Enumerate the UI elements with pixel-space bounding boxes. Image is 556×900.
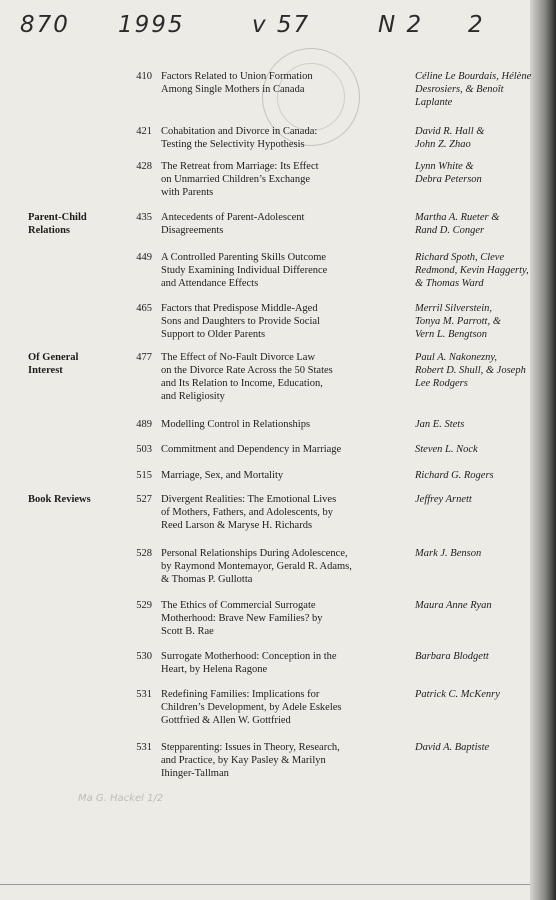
article-authors: [415, 688, 545, 701]
section-heading: [28, 351, 123, 377]
author-line: Barbara Blodgett: [415, 651, 489, 662]
author-line: Desrosiers, & Benoît: [415, 84, 504, 95]
article-title-line: A Controlled Parenting Skills Outcome: [161, 252, 327, 263]
article-title-line: Study Examining Individual Difference: [161, 265, 328, 276]
section-heading-line: Relations: [28, 225, 70, 236]
article-title: [161, 469, 386, 482]
article-title-line: Testing the Selectivity Hypothesis: [161, 139, 305, 150]
author-line: Martha A. Rueter &: [415, 212, 500, 223]
article-authors: [415, 493, 545, 506]
author-line: Redmond, Kevin Haggerty,: [415, 265, 529, 276]
page-number: 410: [136, 71, 152, 82]
article-title-line: Reed Larson & Maryse H. Richards: [161, 520, 313, 531]
handwritten-part: 1995: [118, 12, 185, 38]
section-heading-line: Interest: [28, 365, 63, 376]
article-authors: [415, 469, 545, 482]
article-title: [161, 160, 386, 199]
author-line: Lee Rodgers: [415, 378, 468, 389]
author-line: & Thomas Ward: [415, 278, 484, 289]
article-title-line: Ihinger-Tallman: [161, 768, 229, 779]
article-title-line: and Religiosity: [161, 391, 225, 402]
handwritten-part: v 57: [252, 12, 311, 38]
article-title-line: Commitment and Dependency in Marriage: [161, 444, 342, 455]
author-line: Laplante: [415, 97, 453, 108]
article-title: [161, 688, 386, 727]
handwritten-part: 870: [20, 12, 70, 38]
article-title-line: The Ethics of Commercial Surrogate: [161, 600, 316, 611]
article-title: [161, 443, 386, 456]
author-line: Maura Anne Ryan: [415, 600, 492, 611]
page-number: 428: [136, 161, 152, 172]
article-title-line: Among Single Mothers in Canada: [161, 84, 305, 95]
article-title-line: Personal Relationships During Adolescence,: [161, 548, 348, 559]
article-authors: [415, 418, 545, 431]
author-line: John Z. Zhao: [415, 139, 471, 150]
article-title: [161, 125, 386, 151]
article-title-line: & Thomas P. Gullotta: [161, 574, 253, 585]
page-number: 530: [136, 651, 152, 662]
article-authors: [415, 599, 545, 612]
article-title-line: Antecedents of Parent-Adolescent: [161, 212, 305, 223]
article-title-line: of Mothers, Fathers, and Adolescents, by: [161, 507, 334, 518]
author-line: Jeffrey Arnett: [415, 494, 472, 505]
article-title-line: Redefining Families: Implications for: [161, 689, 320, 700]
article-title-line: Heart, by Helena Ragone: [161, 664, 268, 675]
article-authors: [415, 251, 545, 290]
author-line: Tonya M. Parrott, &: [415, 316, 501, 327]
page-number: 531: [136, 742, 152, 753]
section-heading: [28, 211, 123, 237]
author-line: Richard G. Rogers: [415, 470, 494, 481]
page-number: 449: [136, 252, 152, 263]
section-heading-line: Of General: [28, 352, 79, 363]
author-line: Debra Peterson: [415, 174, 482, 185]
article-authors: [415, 302, 545, 341]
article-title-line: Marriage, Sex, and Mortality: [161, 470, 284, 481]
author-line: Lynn White &: [415, 161, 474, 172]
article-title-line: Surrogate Motherhood: Conception in the: [161, 651, 337, 662]
article-title-line: and Attendance Effects: [161, 278, 259, 289]
page-number: 465: [136, 303, 152, 314]
article-title: [161, 302, 386, 341]
page-number: 527: [136, 494, 152, 505]
page-number: 503: [136, 444, 152, 455]
article-title: [161, 599, 386, 638]
author-line: Patrick C. McKenry: [415, 689, 500, 700]
section-heading: [28, 493, 123, 506]
article-title-line: Sons and Daughters to Provide Social: [161, 316, 320, 327]
section-heading-line: Parent-Child: [28, 212, 87, 223]
page-number: 528: [136, 548, 152, 559]
article-title-line: and Its Relation to Income, Education,: [161, 378, 323, 389]
article-title: [161, 547, 386, 586]
page-number: 515: [136, 470, 152, 481]
article-authors: [415, 351, 545, 390]
author-line: Merril Silverstein,: [415, 303, 492, 314]
author-line: Paul A. Nakonezny,: [415, 352, 498, 363]
author-line: Richard Spoth, Cleve: [415, 252, 505, 263]
author-line: Vern L. Bengtson: [415, 329, 488, 340]
article-title-line: with Parents: [161, 187, 214, 198]
article-title-line: The Retreat from Marriage: Its Effect: [161, 161, 319, 172]
article-title-line: Children’s Development, by Adele Eskeles: [161, 702, 342, 713]
article-title-line: Modelling Control in Relationships: [161, 419, 311, 430]
author-line: David R. Hall &: [415, 126, 485, 137]
article-title: [161, 351, 386, 403]
page-number: 477: [136, 352, 152, 363]
article-title-line: Motherhood: Brave New Families? by: [161, 613, 323, 624]
article-authors: [415, 70, 545, 109]
article-title-line: Divergent Realities: The Emotional Lives: [161, 494, 337, 505]
article-title-line: Support to Older Parents: [161, 329, 266, 340]
article-title: [161, 211, 386, 237]
pencil-note: Ma G. Hackel 1/2: [78, 793, 164, 804]
article-title: [161, 493, 386, 532]
article-title: [161, 741, 386, 780]
page-number: 529: [136, 600, 152, 611]
author-line: Céline Le Bourdais, Hélène: [415, 71, 532, 82]
page-number: 435: [136, 212, 152, 223]
author-line: Mark J. Benson: [415, 548, 482, 559]
article-title-line: Scott B. Rae: [161, 626, 214, 637]
article-title: [161, 251, 386, 290]
bottom-rule: [0, 884, 530, 885]
page-number: 489: [136, 419, 152, 430]
article-authors: [415, 125, 545, 151]
article-authors: [415, 160, 545, 186]
author-line: Rand D. Conger: [415, 225, 485, 236]
article-title: [161, 70, 386, 96]
author-line: Robert D. Shull, & Joseph: [415, 365, 526, 376]
article-title-line: by Raymond Montemayor, Gerald R. Adams,: [161, 561, 352, 572]
article-authors: [415, 741, 545, 754]
article-title-line: Stepparenting: Issues in Theory, Research,: [161, 742, 340, 753]
article-title-line: on the Divorce Rate Across the 50 States: [161, 365, 333, 376]
article-title: [161, 418, 386, 431]
page-number: 421: [136, 126, 152, 137]
author-line: Steven L. Nock: [415, 444, 478, 455]
author-line: Jan E. Stets: [415, 419, 465, 430]
handwritten-call-number: [20, 6, 520, 46]
article-title: [161, 650, 386, 676]
article-title-line: Cohabitation and Divorce in Canada:: [161, 126, 318, 137]
article-title-line: on Unmarried Children’s Exchange: [161, 174, 310, 185]
author-line: David A. Baptiste: [415, 742, 490, 753]
article-authors: [415, 443, 545, 456]
article-title-line: Factors that Predispose Middle-Aged: [161, 303, 318, 314]
handwritten-part: 2: [468, 12, 485, 38]
page-number: 531: [136, 689, 152, 700]
article-title-line: and Practice, by Kay Pasley & Marilyn: [161, 755, 326, 766]
article-title-line: The Effect of No-Fault Divorce Law: [161, 352, 316, 363]
article-authors: [415, 547, 545, 560]
article-authors: [415, 650, 545, 663]
article-title-line: Gottfried & Allen W. Gottfried: [161, 715, 291, 726]
section-heading-line: Book Reviews: [28, 494, 91, 505]
handwritten-part: N 2: [378, 12, 424, 38]
article-authors: [415, 211, 545, 237]
article-title-line: Factors Related to Union Formation: [161, 71, 313, 82]
article-title-line: Disagreements: [161, 225, 224, 236]
